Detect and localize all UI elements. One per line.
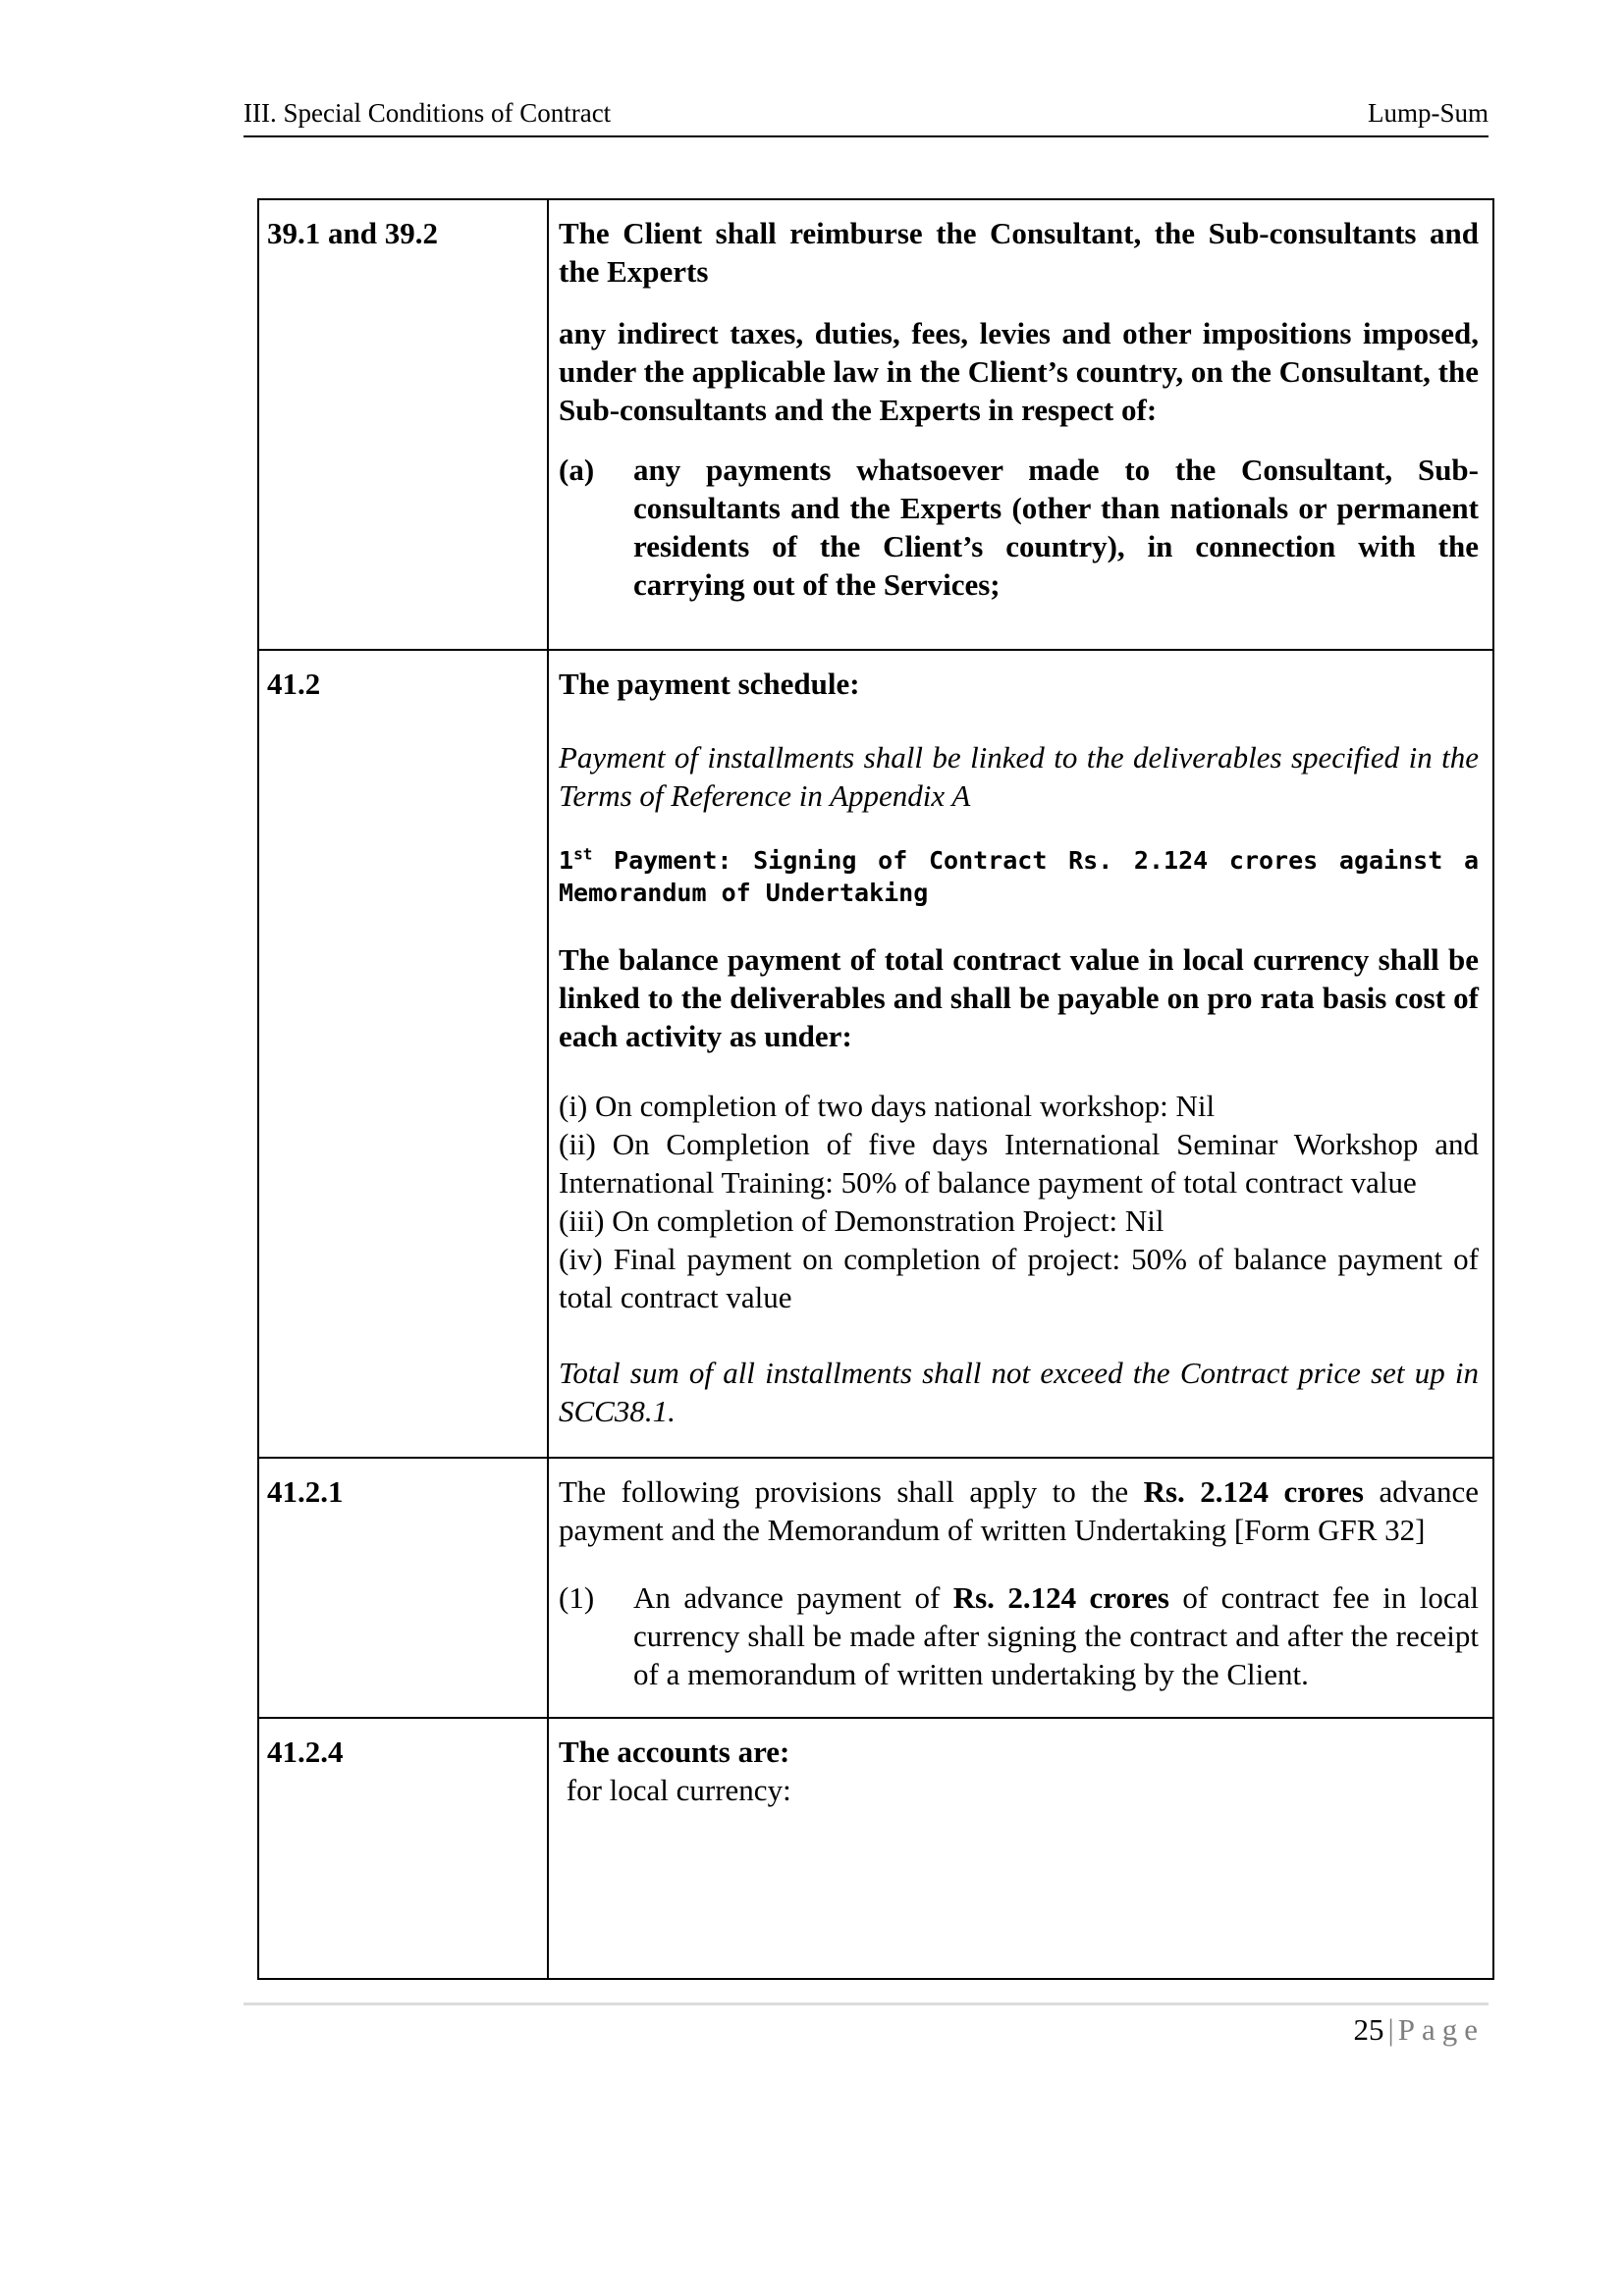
table-row — [258, 1718, 1493, 1979]
list-item — [559, 451, 1479, 604]
list-item — [559, 1578, 1479, 1693]
clause-content — [548, 1718, 1493, 1979]
list-item: (iii) On completion of Demonstration Project: Nil — [559, 1203, 1164, 1238]
clause-content — [548, 1458, 1493, 1718]
accounts-local-currency: for local currency: — [559, 1773, 791, 1807]
clause-reference: 41.2 — [258, 650, 548, 1458]
list-item-text — [633, 1578, 1479, 1693]
header-contract-type: Lump-Sum — [1367, 98, 1489, 128]
table-row — [258, 199, 1493, 650]
clause-content — [548, 199, 1493, 650]
clause-reference: 41.2.4 — [258, 1718, 548, 1979]
page-header — [244, 96, 1489, 137]
table-row — [258, 1458, 1493, 1718]
first-payment — [559, 844, 1479, 909]
list-item: (iv) Final payment on completion of project: 50% of balance payment of total contract value — [559, 1242, 1479, 1314]
list-item: (ii) On Completion of five days International Seminar Workshop and International Training: 50% of balance payment of total contract value — [559, 1127, 1479, 1200]
balance-payment: The balance payment of total contract value in local currency shall be linked to the deliverables and shall be payable on pro rata basis cost of each activity as under: — [559, 942, 1479, 1053]
clause-paragraph: The Client shall reimburse the Consultant, the Sub-consultants and the Experts — [559, 216, 1479, 289]
list-item-label: (a) — [559, 453, 595, 487]
clause-reference: 41.2.1 — [258, 1458, 548, 1718]
clause-paragraph — [559, 1472, 1479, 1549]
clause-paragraph: any indirect taxes, duties, fees, levies and other impositions imposed, under the applicable law in the Client’s country, on the Consultant, the Sub-consultants and the Experts in respect of: — [559, 316, 1479, 427]
payment-schedule-heading: The payment schedule: — [559, 667, 860, 701]
text-run: The following provisions shall apply to the — [559, 1474, 1144, 1509]
text-run: An advance payment of — [633, 1580, 953, 1615]
list-item: (i) On completion of two days national workshop: Nil — [559, 1089, 1216, 1123]
first-payment-number: 1 — [559, 846, 574, 875]
accounts-heading: The accounts are: — [559, 1735, 790, 1769]
clause-content — [548, 650, 1493, 1458]
amount: Rs. 2.124 crores — [952, 1580, 1169, 1615]
page-word: Page — [1397, 2012, 1485, 2047]
special-conditions-table — [257, 198, 1494, 1980]
installment-list — [559, 1087, 1479, 1316]
page-number-value: 25 — [1353, 2012, 1384, 2047]
text-run: advance payment and the Memorandum of written Undertaking [Form GFR 32] — [559, 1474, 1479, 1547]
text-run: of contract fee in local currency shall be made after signing the contract and after the receipt of a memorandum of written undertaking by the Client. — [633, 1580, 1479, 1691]
payment-intro: Payment of installments shall be linked to the deliverables specified in the Terms of Reference in Appendix A — [559, 740, 1479, 813]
page-separator: | — [1387, 2012, 1394, 2047]
amount: Rs. 2.124 crores — [1143, 1474, 1364, 1509]
page-number — [1354, 2012, 1485, 2048]
first-payment-ordinal: st — [573, 844, 593, 864]
header-title: III. Special Conditions of Contract — [244, 98, 612, 128]
table-row — [258, 650, 1493, 1458]
clause-reference: 39.1 and 39.2 — [258, 199, 548, 650]
first-payment-text: Payment: Signing of Contract Rs. 2.124 crores against a Memorandum of Undertaking — [559, 846, 1479, 907]
list-item-text: any payments whatsoever made to the Consultant, Sub-consultants and the Experts (other than nationals or permanent residents of the Client’s country), in connection with the carrying out of the Services; — [633, 453, 1479, 602]
installments-limit-note: Total sum of all installments shall not exceed the Contract price set up in SCC38.1. — [559, 1356, 1479, 1428]
list-item-label: (1) — [559, 1580, 595, 1615]
footer-divider — [244, 2002, 1489, 2005]
